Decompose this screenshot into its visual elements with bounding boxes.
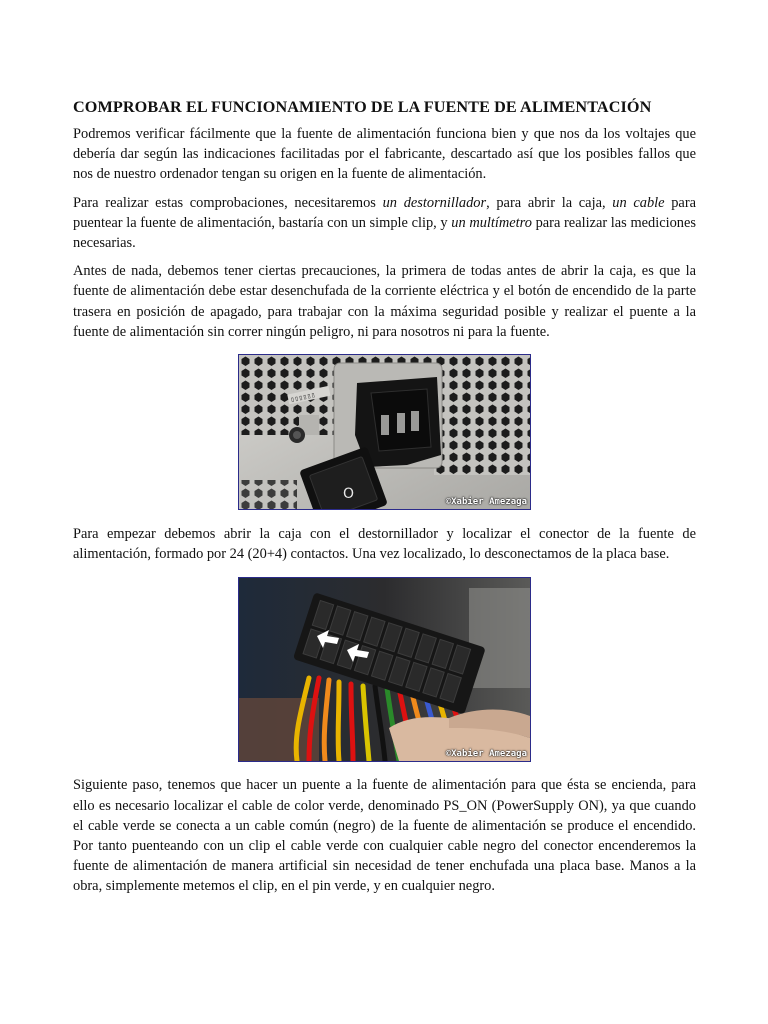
tool-screwdriver: un destornillador (382, 194, 487, 211)
paragraph-bridge: Siguiente paso, tenemos que hacer un puente a la fuente de alimentación para que ésta se encienda, para ello es necesario localizar el cable de color verde, denominado PS_ON (PowerSupply ON), ya que cuando el cable verde se conecta a un cable común (negro) de la fuente de alimentación se produce el encendido. Por tanto puenteando con un clip el cable verde con cualquier cable negro del conector encenderemos la fuente de alimentación de manera artificial sin necesidad de tener enchufada una placa base. Manos a la obra, simplemente metemos el clip, en el pin verde, y en cualquier negro. (73, 777, 696, 895)
paragraph-precautions: Antes de nada, debemos tener ciertas precauciones, la primera de todas antes de abrir la caja, es que la fuente de alimentación debe estar desenchufada de la corriente eléctrica y el botón de encendido de la parte trasera en posición de apagado, para trabajar con la máxima seguridad posible y realizar el puente a la fuente de alimentación sin correr ningún peligro, ni para nosotros ni para la fuente. (73, 263, 696, 340)
atx-connector-photo (238, 577, 531, 762)
document-page (73, 96, 696, 905)
tools-text-2: , para abrir la caja, (486, 194, 613, 211)
tool-cable: un cable (612, 194, 665, 211)
tools-text-3: para puentear la fuente de alimentación, bastaría con un simple clip, y (73, 194, 696, 231)
tools-text-1: Para realizar estas comprobaciones, necesitaremos (73, 194, 383, 211)
paragraph-connector: Para empezar debemos abrir la caja con el destornillador y localizar el conector de la fuente de alimentación, formado por 24 (20+4) contactos. Una vez localizado, lo desconectamos de la placa base. (73, 526, 696, 563)
tool-multimeter: un multímetro (451, 214, 532, 231)
photo-credit: ©Xabier Amezaga (445, 749, 527, 760)
document-title: COMPROBAR EL FUNCIONAMIENTO DE LA FUENTE DE ALIMENTACIÓN (73, 98, 652, 116)
paragraph-intro: Podremos verificar fácilmente que la fuente de alimentación funciona bien y que nos da los voltajes que debería dar según las indicaciones facilitadas por el fabricante, descartado así que los posibles fallos que nos de nuestro ordenador tengan su origen en la fuente de alimentación. (73, 126, 696, 183)
tools-text-4: para realizar las mediciones necesarias. (73, 214, 696, 252)
paragraph-tools (73, 193, 696, 254)
switch-off-symbol: O (343, 486, 355, 503)
psu-rear-photo (238, 354, 531, 510)
svg-text:▯▯▯▯▯▯: ▯▯▯▯▯▯ (289, 390, 317, 404)
photo-credit: ©Xabier Amezaga (445, 497, 527, 508)
